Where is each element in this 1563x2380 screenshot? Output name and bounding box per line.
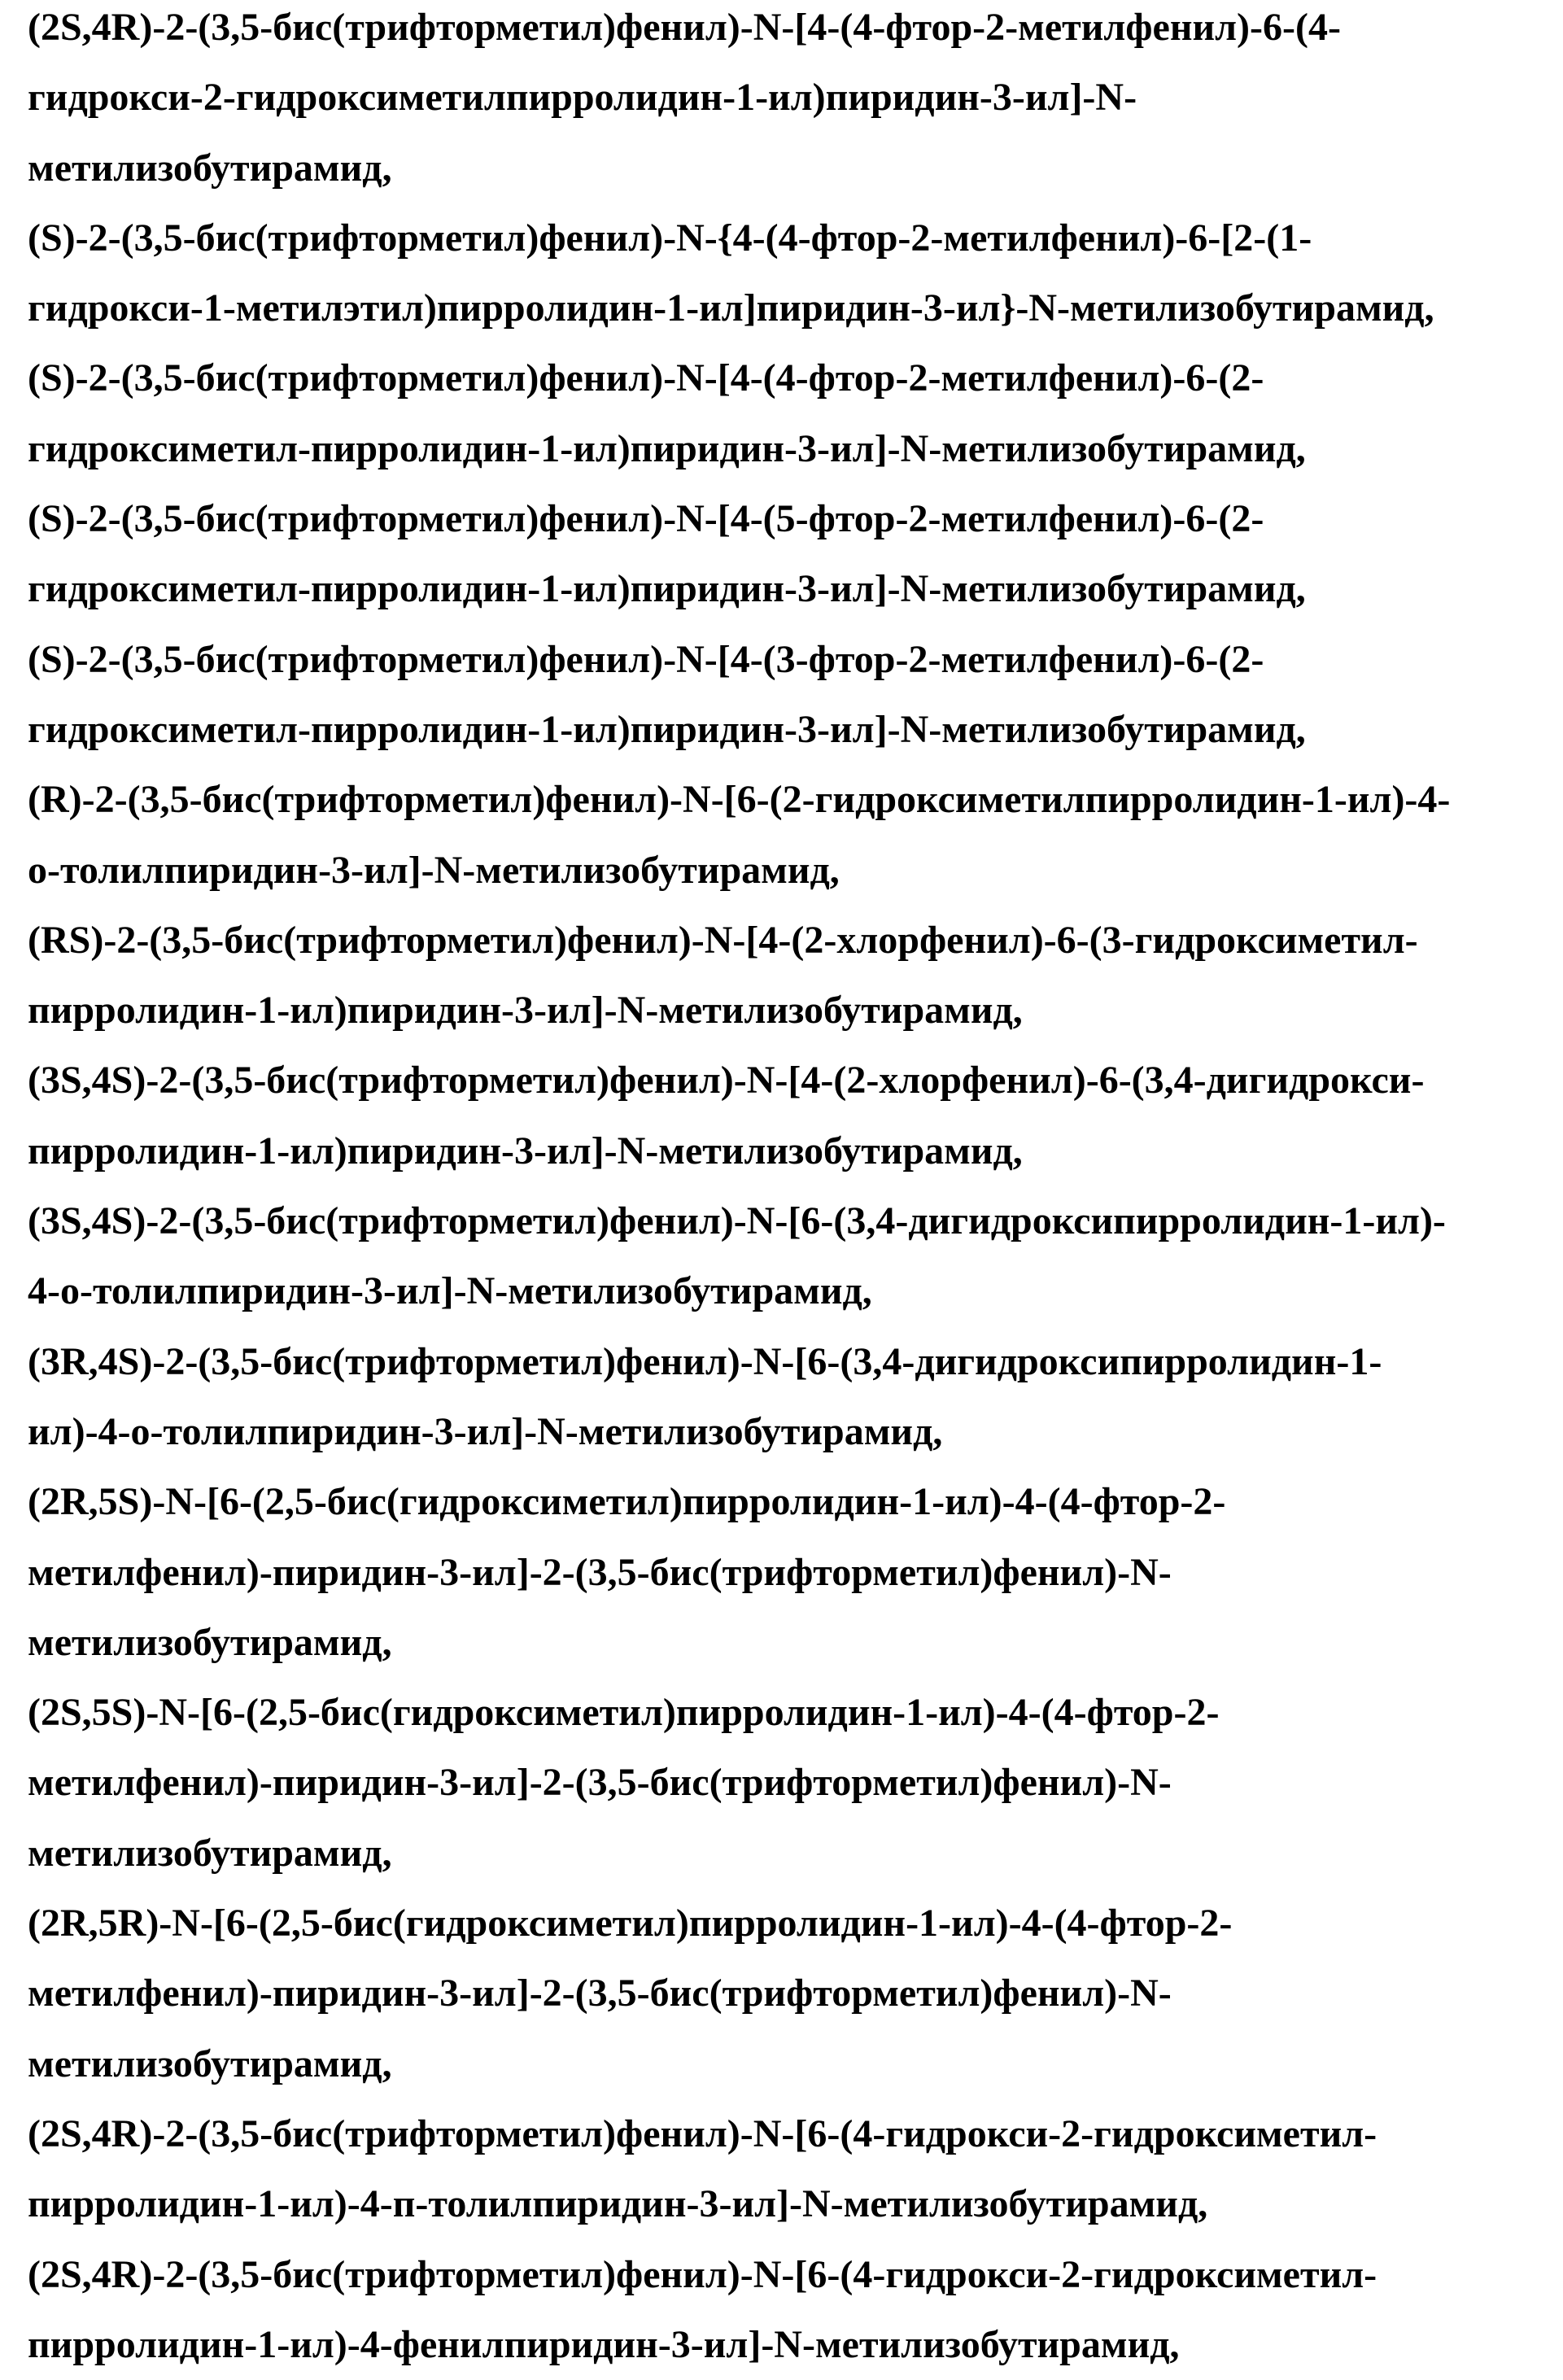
- text-line: метилфенил)-пиридин-3-ил]-2-(3,5-бис(трифторметил)фенил)-N-: [28, 1748, 1563, 1818]
- text-line: пирролидин-1-ил)-4-п-толилпиридин-3-ил]-N-метилизобутирамид,: [28, 2169, 1563, 2239]
- text-line: 4-о-толилпиридин-3-ил]-N-метилизобутирамид,: [28, 1256, 1563, 1326]
- text-line: (2S,4R)-2-(3,5-бис(трифторметил)фенил)-N-[6-(4-гидрокси-2-гидроксиметил-: [28, 2240, 1563, 2310]
- text-line: пирролидин-1-ил)пиридин-3-ил]-N-метилизобутирамид,: [28, 1116, 1563, 1186]
- text-line: метилфенил)-пиридин-3-ил]-2-(3,5-бис(трифторметил)фенил)-N-: [28, 1538, 1563, 1608]
- text-line: (S)-2-(3,5-бис(трифторметил)фенил)-N-[4-(4-фтор-2-метилфенил)-6-(2-: [28, 343, 1563, 413]
- text-line: метилизобутирамид,: [28, 133, 1563, 203]
- document-body: [28, 0, 1563, 2380]
- text-line: метилизобутирамид,: [28, 1608, 1563, 1678]
- text-line: ил)-4-о-толилпиридин-3-ил]-N-метилизобутирамид,: [28, 1397, 1563, 1467]
- text-line: (3S,4S)-2-(3,5-бис(трифторметил)фенил)-N-[6-(3,4-дигидроксипирролидин-1-ил)-: [28, 1186, 1563, 1256]
- text-line: (3R,4S)-2-(3,5-бис(трифторметил)фенил)-N-[6-(3,4-дигидроксипирролидин-1-: [28, 1327, 1563, 1397]
- text-line: метилизобутирамид,: [28, 2029, 1563, 2099]
- text-line: пирролидин-1-ил)пиридин-3-ил]-N-метилизобутирамид,: [28, 976, 1563, 1046]
- text-line: о-толилпиридин-3-ил]-N-метилизобутирамид,: [28, 836, 1563, 906]
- text-line: гидрокси-1-метилэтил)пирролидин-1-ил]пиридин-3-ил}-N-метилизобутирамид,: [28, 273, 1563, 343]
- text-line: (RS)-2-(3,5-бис(трифторметил)фенил)-N-[4-(2-хлорфенил)-6-(3-гидроксиметил-: [28, 906, 1563, 976]
- text-line: гидрокси-2-гидроксиметилпирролидин-1-ил)пиридин-3-ил]-N-: [28, 63, 1563, 133]
- text-line: (2S,5S)-N-[6-(2,5-бис(гидроксиметил)пирролидин-1-ил)-4-(4-фтор-2-: [28, 1678, 1563, 1748]
- text-line: (3S,4S)-2-(3,5-бис(трифторметил)фенил)-N-[4-(2-хлорфенил)-6-(3,4-дигидрокси-: [28, 1046, 1563, 1116]
- text-line: (S)-2-(3,5-бис(трифторметил)фенил)-N-[4-(3-фтор-2-метилфенил)-6-(2-: [28, 625, 1563, 695]
- text-line: гидроксиметил-пирролидин-1-ил)пиридин-3-ил]-N-метилизобутирамид,: [28, 695, 1563, 765]
- text-line: метилфенил)-пиридин-3-ил]-2-(3,5-бис(трифторметил)фенил)-N-: [28, 1959, 1563, 2028]
- text-line: гидроксиметил-пирролидин-1-ил)пиридин-3-ил]-N-метилизобутирамид,: [28, 554, 1563, 624]
- text-line: (2S,4R)-2-(3,5-бис(трифторметил)фенил)-N-[4-(4-фтор-2-метилфенил)-6-(4-: [28, 0, 1563, 63]
- text-line: (S)-2-(3,5-бис(трифторметил)фенил)-N-{4-(4-фтор-2-метилфенил)-6-[2-(1-: [28, 203, 1563, 273]
- text-line: (2R,5S)-N-[6-(2,5-бис(гидроксиметил)пирролидин-1-ил)-4-(4-фтор-2-: [28, 1467, 1563, 1537]
- text-line: метилизобутирамид,: [28, 1819, 1563, 1889]
- text-line: гидроксиметил-пирролидин-1-ил)пиридин-3-ил]-N-метилизобутирамид,: [28, 414, 1563, 484]
- text-line: (R)-2-(3,5-бис(трифторметил)фенил)-N-[6-(2-гидроксиметилпирролидин-1-ил)-4-: [28, 765, 1563, 835]
- text-line: (2R,5R)-N-[6-(2,5-бис(гидроксиметил)пирролидин-1-ил)-4-(4-фтор-2-: [28, 1889, 1563, 1959]
- text-line: пирролидин-1-ил)-4-фенилпиридин-3-ил]-N-метилизобутирамид,: [28, 2310, 1563, 2380]
- text-line: (2S,4R)-2-(3,5-бис(трифторметил)фенил)-N-[6-(4-гидрокси-2-гидроксиметил-: [28, 2099, 1563, 2169]
- text-line: (S)-2-(3,5-бис(трифторметил)фенил)-N-[4-(5-фтор-2-метилфенил)-6-(2-: [28, 484, 1563, 554]
